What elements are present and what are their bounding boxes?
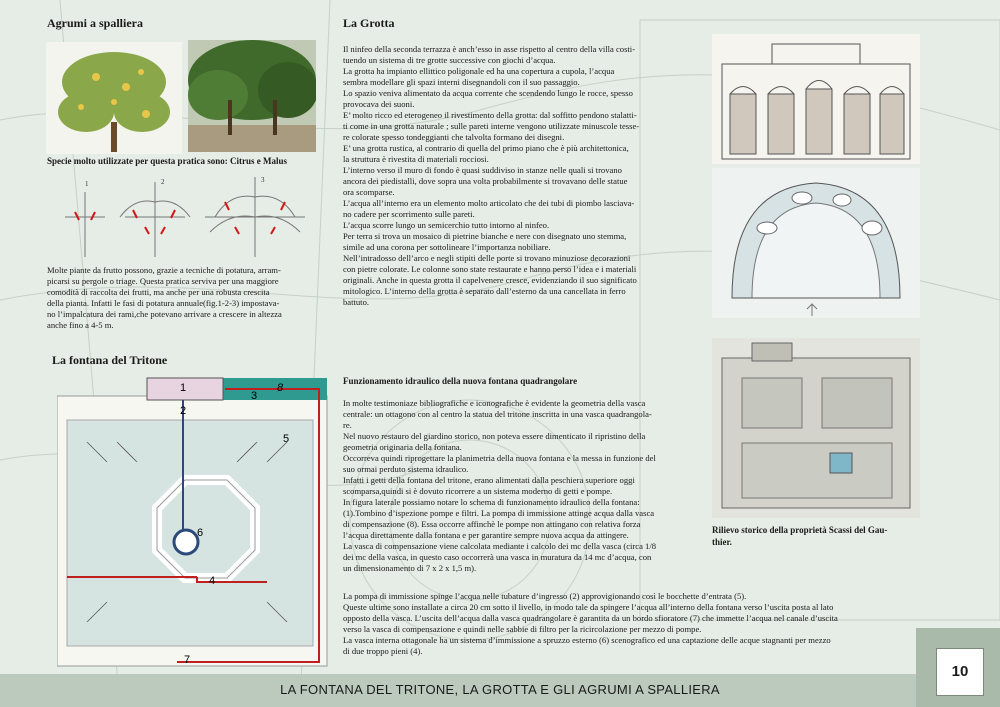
plan-label-3: 3 (251, 390, 258, 402)
espalier-tree-image (46, 42, 182, 154)
agrumi-line: no l’impalcatura dei rami,che potevano arrivare a crescere in altezza (47, 309, 282, 319)
paragraph-line: sembra modellare gli spazi interni disegnandoli con il suo passaggio. (343, 77, 580, 87)
paragraph-line: Occorreva quindi riprogettare la planimetria della nuova fontana e la messa in funzione del (343, 453, 656, 463)
paragraph-line: mitologico. L’interno della grotta è separato dall’esterno da una cancellata in ferro (343, 286, 626, 296)
footer-bar (0, 674, 1000, 707)
paragraph-line: re. (343, 420, 352, 430)
paragraph-line: l’acqua direttamente dalla fontana e per garantire sempre nuova acqua da attingere. (343, 530, 629, 540)
paragraph-line: di compensazione (8). Essa occorre affinchè le pompe non attingano con relativa forza (343, 519, 641, 529)
agrumi-paragraph (47, 265, 319, 331)
paragraph-line: di due troppo pieni (4). (343, 646, 423, 656)
grotta-plan-drawing (712, 168, 920, 318)
rilievo-caption-line-2: thier. (712, 537, 732, 547)
paragraph-line: opposto della vasca. L’uscita dell’acqua dalla vasca quadrangolare è garantita da un bordo sfioratore (7) che immette l’acqua nel canale d’uscita (343, 613, 838, 623)
paragraph-line: Nell’intradosso dell’arco e negli stipiti delle porte si trovano minuziose decorazioni (343, 253, 631, 263)
idraulica-paragraph (343, 398, 705, 574)
paragraph-line: originali. Anche in questa grotta il capelvenere cresce, evidenziando il suo significato (343, 275, 637, 285)
paragraph-line: L’acqua all’interno era un elemento molto articolato che dei tubi di piombo lasciava- (343, 198, 635, 208)
paragraph-line: Lo spazio veniva alimentato da acqua corrente che scendendo lungo le rocce, spesso (343, 88, 633, 98)
paragraph-line: provocava dei suoni. (343, 99, 415, 109)
agrumi-line: picarsi su pergole o triage. Questa pratica serviva per una maggiore (47, 276, 279, 286)
agrumi-caption: Specie molto utilizzate per questa pratica sono: Citrus e Malus (47, 156, 288, 166)
paragraph-line: La pompa di immissione spinge l’acqua nelle tubature d’ingresso (2) approvigionando così le bocchette d’entrata (5). (343, 591, 747, 601)
page-number: 10 (936, 648, 984, 696)
rilievo-caption (712, 524, 922, 548)
paragraph-line: battuto. (343, 297, 370, 307)
paragraph-line: geometria originaria della fontana. (343, 442, 462, 452)
footer-title: LA FONTANA DEL TRITONE, LA GROTTA E GLI AGRUMI A SPALLIERA (280, 682, 720, 697)
paragraph-line: con pietre colorate. Le colonne sono state restaurate e hanno perso l’idea e i materiali (343, 264, 637, 274)
plan-label-8: 8 (277, 382, 284, 394)
agrumi-line: anche fino a 4-5 m. (47, 320, 114, 330)
agrumi-title: Agrumi a spalliera (47, 16, 143, 30)
paragraph-line: dei mc della vasca, in questo caso occorrerà una vasca in muratura da 14 mc d’acqua, con (343, 552, 652, 562)
paragraph-line: L’acqua scorre lungo un semicerchio tutto intorno al ninfeo. (343, 220, 550, 230)
plan-label-2: 2 (180, 405, 187, 417)
paragraph-line: centrale: un ottagono con al centro la statua del tritone inscritta in una vasca quadrangola- (343, 409, 652, 419)
idraulica-title: Funzionamento idraulico della nuova fontana quadrangolare (343, 376, 578, 386)
paragraph-line: In molte testimoniaze bibliografiche e iconografiche è evidente la geometria della vasca (343, 398, 646, 408)
paragraph-line: E’ molto ricco ed eterogeneo il rivestimento della grotta: dal soffitto pendono stalatti- (343, 110, 637, 120)
triton-statue (174, 530, 198, 554)
paragraph-line: re colorate spesso tondeggianti che talvolta formano dei disegni. (343, 132, 565, 142)
pruning-stages-diagram (55, 172, 325, 262)
paragraph-line: scomparsa,quindi si è dovuto ricorrere a un sistema moderno di getti e pompe. (343, 486, 613, 496)
agrumi-line: comodità di raccolta dei frutti, ma anche per una robusta crescita (47, 287, 270, 297)
paragraph-line: Il ninfeo della seconda terrazza è anch’esso in asse rispetto al centro della villa costi- (343, 44, 636, 54)
plan-label-6: 6 (197, 527, 204, 539)
plan-label-4: 4 (209, 575, 216, 587)
plan-label-5: 5 (283, 433, 290, 445)
paragraph-line: ti come in una grotta naturale ; sulle pareti interne vengono utilizzate minuscole tesse- (343, 121, 640, 131)
paragraph-line: un dimensionamento di 7 x 2 x 1,5 m). (343, 563, 477, 573)
paragraph-line: no cadere per scorrimento sulle pareti. (343, 209, 475, 219)
agrumi-line: della pianta. Infatti le fasi di potatura annuale(fig.1-2-3) impostava- (47, 298, 280, 308)
pruning-label-3: 3 (261, 176, 265, 184)
paragraph-line: In figura laterale possiamo notare lo schema di funzionamento idraulico della fontana: (343, 497, 640, 507)
paragraph-line: Queste ultime sono installate a circa 20 cm sotto il livello, in modo tale da spingere l’acqua all’interno della fontana verso l’uscita posta al lato (343, 602, 834, 612)
grotta-elevation-drawing (712, 34, 920, 164)
citrus-grove-photo (188, 40, 316, 152)
paragraph-line: verso la vasca di compensazione e quindi nelle sabbie di filtro per la ricircolazione per mezzo di pompe. (343, 624, 702, 634)
agrumi-line: Molte piante da frutto possono, grazie a tecniche di potatura, arram- (47, 265, 281, 275)
pruning-label-1: 1 (85, 180, 89, 188)
paragraph-line: ancora dei piedistalli, dove sopra una volta probabilmente si trovavano delle statue (343, 176, 628, 186)
paragraph-line: ora scomparse. (343, 187, 395, 197)
pruning-label-2: 2 (161, 178, 165, 186)
paragraph-line: Infatti i getti della fontana del tritone, erano alimentati dalla peschiera superiore oggi (343, 475, 635, 485)
idraulica-wide-paragraph (343, 591, 918, 657)
paragraph-line: Nel nuovo restauro del giardino storico, non poteva essere dimenticato il ripristino della (343, 431, 646, 441)
paragraph-line: La vasca interna ottagonale ha un sistema d’immissione a spruzzo esterno (6) scenografico ed una captazione delle acque stagnanti per mezzo (343, 635, 831, 645)
paragraph-line: La vasca di compensazione viene calcolata mediante i calcolo dei mc della vasca (circa 1/8 (343, 541, 657, 551)
paragraph-line: tuendo un sistema di tre grotte successive con giochi d’acqua. (343, 55, 556, 65)
paragraph-line: L’interno verso il muro di fondo è quasi suddiviso in stanze nelle quali si trovano (343, 165, 622, 175)
rilievo-caption-line-1: Rilievo storico della proprietà Scassi del Gau- (712, 525, 888, 535)
plan-label-7: 7 (184, 654, 191, 666)
paragraph-line: Per terra si trova un mosaico di pietrine bianche e nere con disegnato uno stemma, (343, 231, 627, 241)
paragraph-line: suo ormai perduto sistema idraulico. (343, 464, 469, 474)
paragraph-line: simile ad una corona per sottolineare l’importanza nobiliare. (343, 242, 551, 252)
grotta-paragraph (343, 44, 705, 308)
plan-label-1: 1 (180, 382, 187, 394)
fountain-hydraulic-plan (57, 372, 337, 670)
historic-property-survey (712, 338, 920, 518)
paragraph-line: la struttura è rivestita di materiali rocciosi. (343, 154, 489, 164)
paragraph-line: La grotta ha impianto ellittico poligonale ed ha una copertura a cupola, l’acqua (343, 66, 615, 76)
paragraph-line: (1).Tombino d’ispezione pompe e filtri. La pompa di immissione attinge acqua dalla vasca (343, 508, 655, 518)
fontana-title: La fontana del Tritone (52, 353, 168, 367)
paragraph-line: E’ una grotta rustica, al contrario di quella del primo piano che è più architettonica, (343, 143, 629, 153)
grotta-title: La Grotta (343, 16, 395, 30)
